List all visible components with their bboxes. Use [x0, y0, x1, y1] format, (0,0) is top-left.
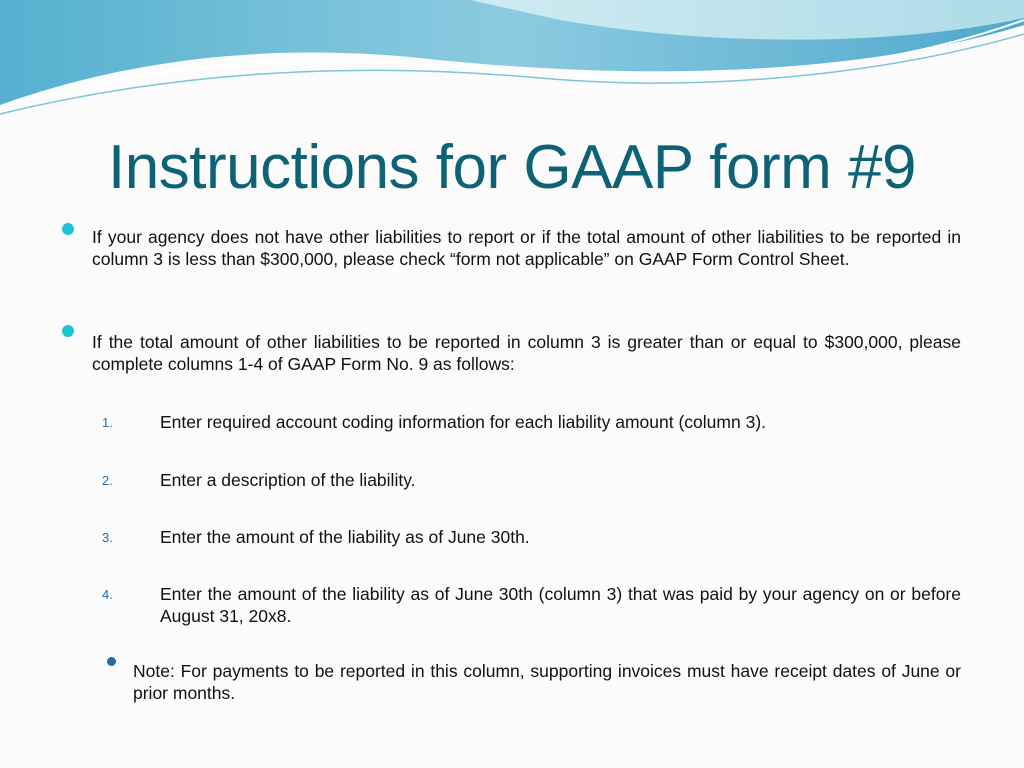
step-number: 1. [102, 415, 113, 430]
step-text: Enter the amount of the liability as of June 30th (column 3) that was paid by your agency on or before August 31, 20x8. [160, 584, 961, 626]
slide-title: Instructions for GAAP form #9 [108, 133, 916, 202]
step-number: 4. [102, 587, 113, 602]
bullet-item: If the total amount of other liabilities to be reported in column 3 is greater than or equal to $300,000, please complete columns 1-4 of GAAP Form No. 9 as follows: [92, 332, 961, 374]
bullet-icon [62, 223, 74, 235]
header-wave-decoration [0, 0, 1024, 130]
note-text: Note: For payments to be reported in this column, supporting invoices must have receipt dates of June or prior months. [133, 661, 961, 703]
step-text: Enter required account coding information for each liability amount (column 3). [160, 412, 767, 432]
note-bullet-icon [107, 657, 116, 666]
bullet-item: If your agency does not have other liabilities to report or if the total amount of other liabilities to be reported in column 3 is less than $300,000, please check “form not applicable” on GAAP Form Control Sheet. [92, 227, 961, 269]
step-text: Enter the amount of the liability as of June 30th. [160, 527, 530, 547]
step-text: Enter a description of the liability. [160, 470, 416, 490]
bullet-icon [62, 325, 74, 337]
step-number: 3. [102, 530, 113, 545]
step-number: 2. [102, 473, 113, 488]
